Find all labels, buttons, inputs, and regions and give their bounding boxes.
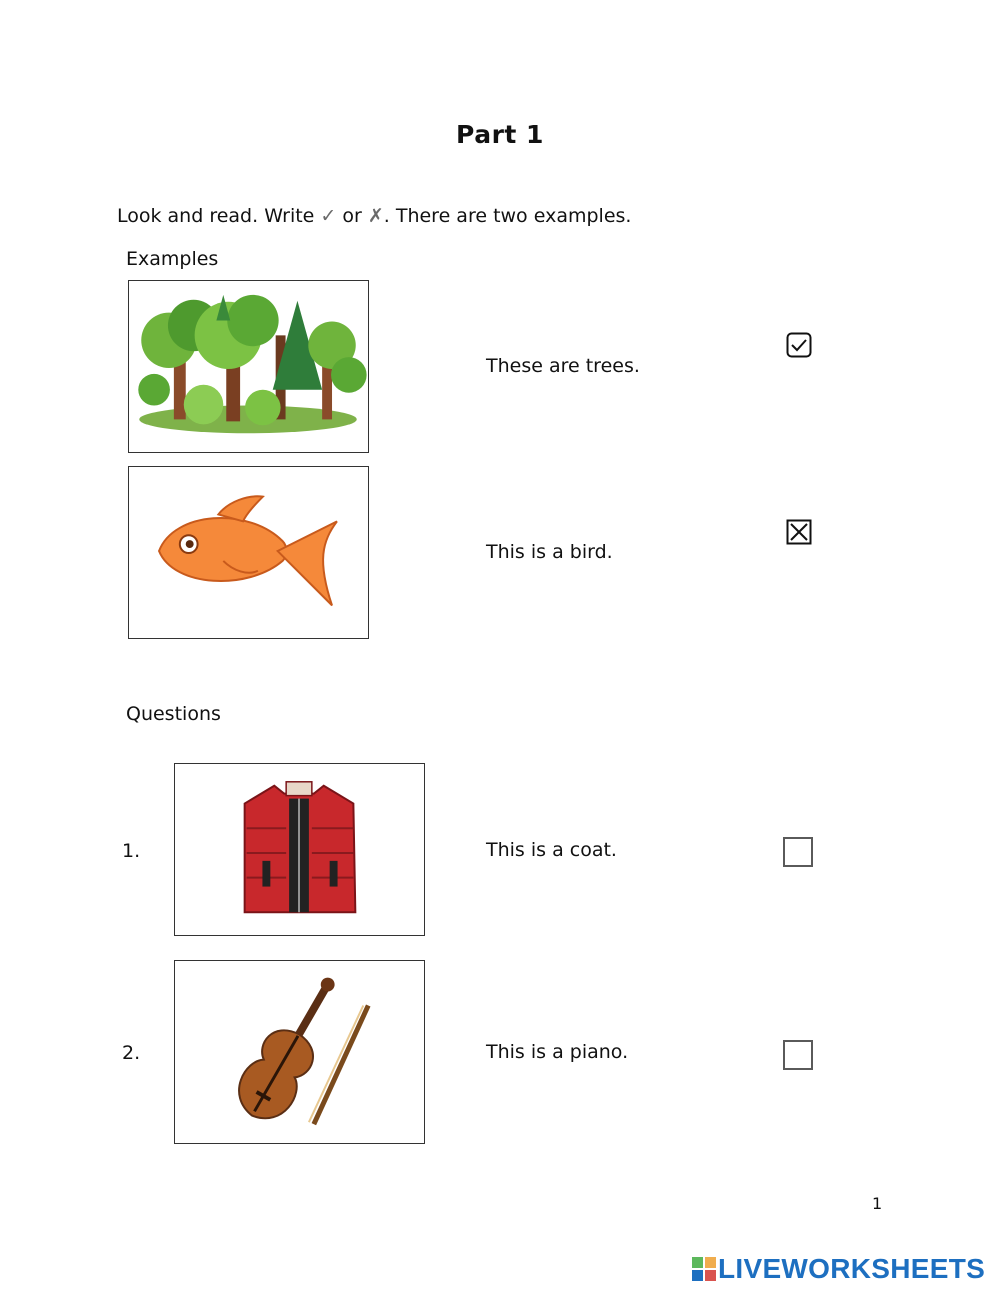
cross-mark-icon: ✗ [367,205,384,227]
answer-box-1[interactable] [783,837,813,867]
violin-picture [174,960,425,1144]
answer-box-2[interactable] [783,1040,813,1070]
question-number-1: 1. [122,840,141,862]
trees-picture [128,280,369,453]
instruction-text [117,205,631,227]
question-number-2: 2. [122,1042,141,1064]
instruction-prefix: Look and read. Write [117,205,321,227]
example-sentence-1: These are trees. [486,355,640,377]
questions-heading: Questions [126,703,221,725]
vest-picture [174,763,425,936]
examples-heading: Examples [126,248,219,270]
liveworksheets-logo-text: LIVEWORKSHEETS [718,1253,986,1284]
page-title: Part 1 [456,120,544,149]
tick-mark-icon: ✓ [320,205,337,227]
example-answer-cross [786,519,812,545]
instruction-middle: or [336,205,368,227]
question-sentence-2: This is a piano. [486,1041,629,1063]
page-number: 1 [872,1194,883,1213]
liveworksheets-logo-icon [692,1257,716,1281]
example-sentence-2: This is a bird. [486,541,613,563]
example-answer-tick [786,332,812,358]
fish-picture [128,466,369,639]
instruction-suffix: . There are two examples. [383,205,632,227]
question-sentence-1: This is a coat. [486,839,617,861]
liveworksheets-logo[interactable] [692,1252,985,1286]
